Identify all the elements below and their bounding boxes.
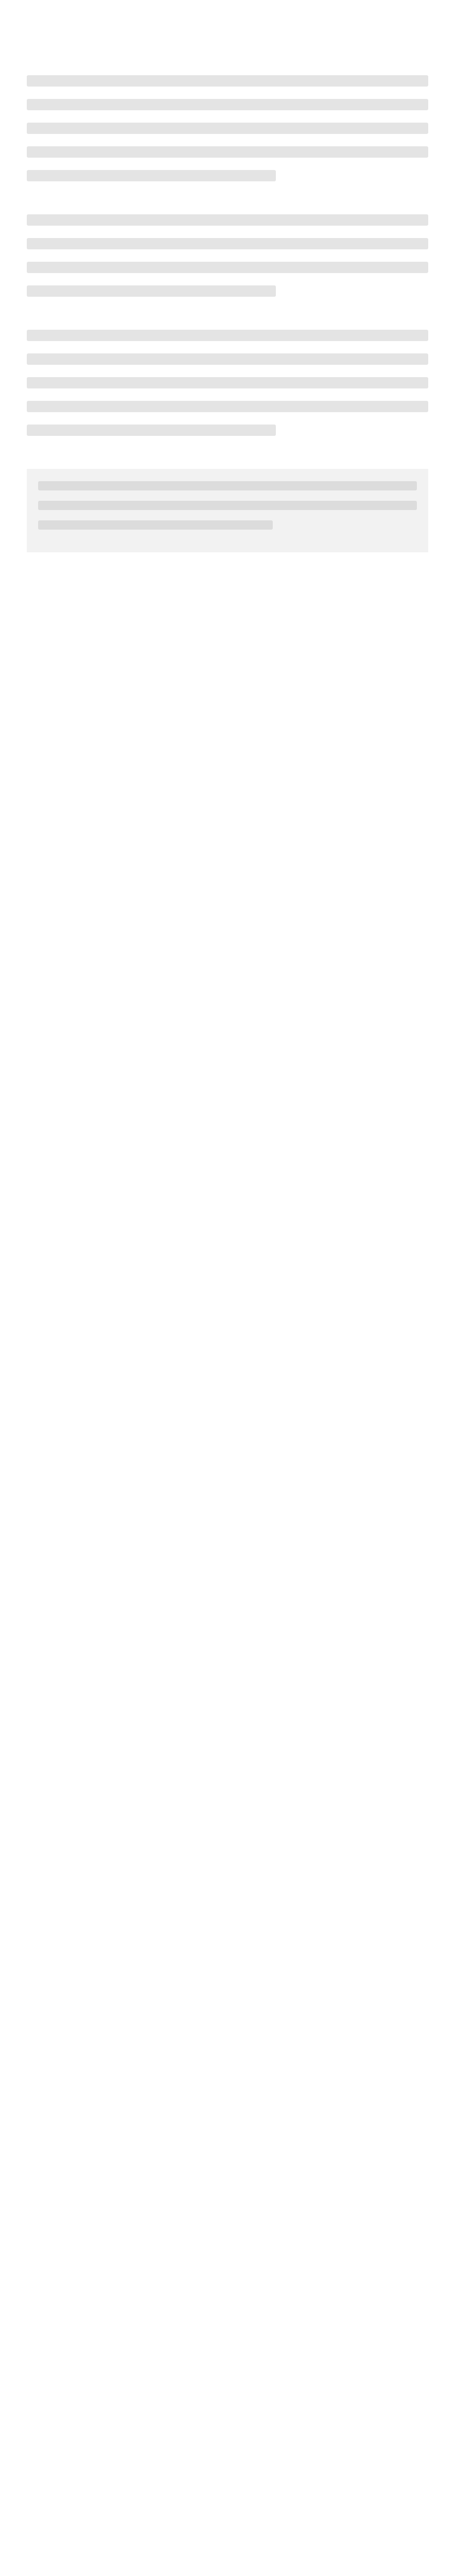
text-line-placeholder [27, 262, 428, 273]
paragraph-placeholder [27, 330, 428, 436]
text-line-placeholder [27, 146, 428, 158]
text-line-placeholder [27, 214, 428, 226]
note-line-placeholder [38, 520, 273, 530]
text-line-placeholder [27, 330, 428, 341]
text-line-placeholder [27, 377, 428, 388]
paragraph-placeholder [27, 214, 428, 297]
text-line-placeholder [27, 285, 276, 297]
notes-block [27, 469, 428, 552]
text-line-placeholder [27, 170, 276, 181]
note-line-placeholder [38, 481, 417, 490]
text-line-placeholder [27, 425, 276, 436]
text-line-placeholder [27, 353, 428, 365]
paragraph-placeholder [27, 75, 428, 181]
text-line-placeholder [27, 99, 428, 110]
text-line-placeholder [27, 123, 428, 134]
note-line-placeholder [38, 501, 417, 510]
text-line-placeholder [27, 401, 428, 412]
text-line-placeholder [27, 75, 428, 87]
text-line-placeholder [27, 238, 428, 249]
